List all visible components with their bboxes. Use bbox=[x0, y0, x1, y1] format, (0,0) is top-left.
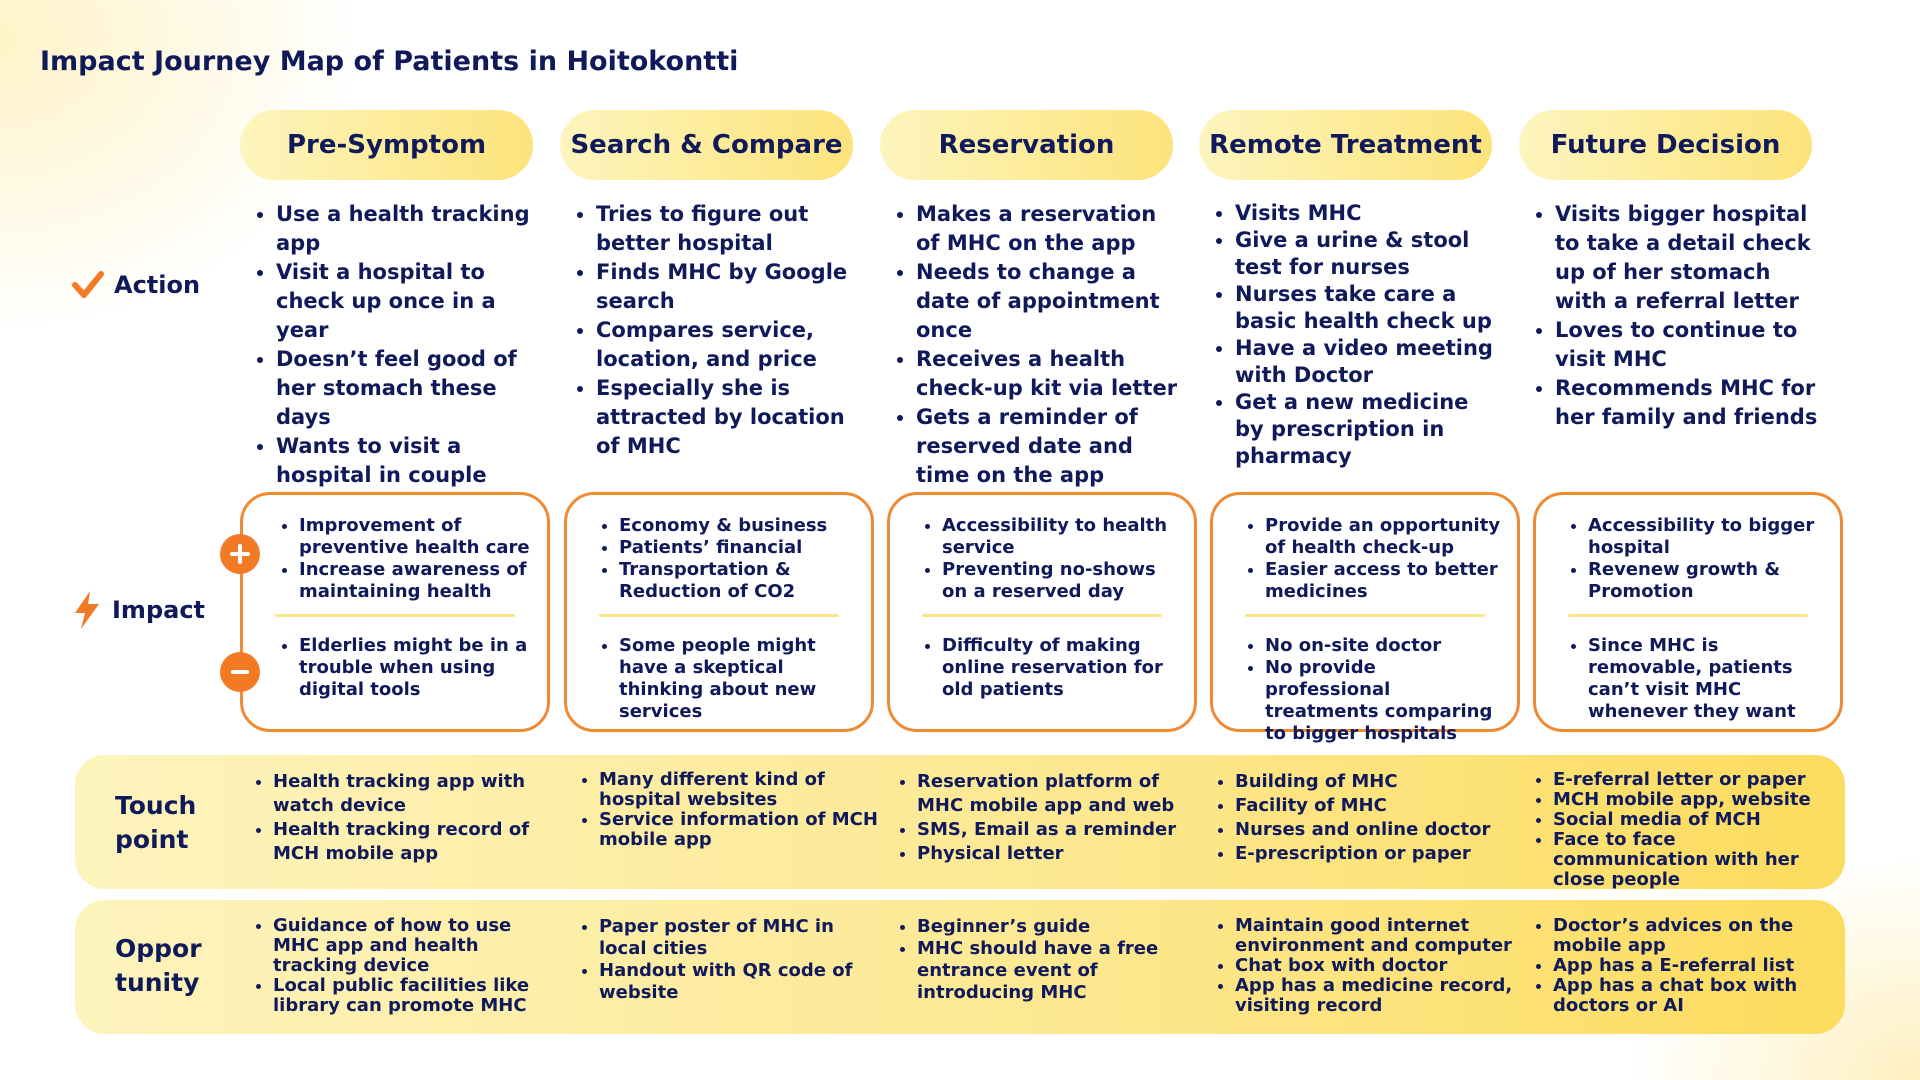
list-item: • Tries to figure out better hospital bbox=[596, 200, 860, 258]
list-item: • Wants to visit a hospital in couple bbox=[276, 432, 540, 519]
list-item: • Physical letter bbox=[917, 842, 1199, 866]
phase-header-remote-treatment: Remote Treatment bbox=[1199, 110, 1492, 180]
list-item: • Easier access to better medicines bbox=[1265, 559, 1503, 603]
list-item: • Improvement of preventive health care bbox=[299, 515, 533, 559]
list-item: • E-referral letter or paper bbox=[1553, 770, 1835, 790]
list-item: • Paper poster of MHC in local cities bbox=[599, 916, 881, 960]
plus-icon bbox=[220, 534, 260, 574]
divider bbox=[1245, 614, 1485, 617]
opportunity-list-search-compare bbox=[571, 916, 881, 1004]
action-list-pre-symptom bbox=[240, 200, 540, 519]
list-item: • Beginner’s guide bbox=[917, 916, 1199, 938]
row-label-touchpoint-line1: Touch bbox=[115, 791, 197, 820]
row-label-touchpoint bbox=[115, 789, 196, 857]
list-item: • Reservation platform of MHC mobile app and web bbox=[917, 770, 1199, 818]
list-item: • Since MHC is removable, patients can’t visit MHC whenever they want bbox=[1588, 635, 1826, 723]
list-item: • Health tracking record of MCH mobile app bbox=[273, 818, 555, 866]
list-item: • Loves to continue to visit MHC bbox=[1555, 316, 1819, 374]
opportunity-list-future-decision bbox=[1525, 916, 1835, 1016]
impact-negative-list bbox=[243, 635, 547, 701]
impact-negative-list bbox=[567, 635, 871, 723]
list-item: • Many different kind of hospital websites bbox=[599, 770, 881, 810]
list-item: • Recommends MHC for her family and friends bbox=[1555, 374, 1819, 432]
row-label-impact bbox=[72, 590, 205, 630]
page-title: Impact Journey Map of Patients in Hoitokontti bbox=[40, 46, 739, 77]
list-item: • App has a chat box with doctors or AI bbox=[1553, 976, 1835, 1016]
list-item: • Some people might have a skeptical thinking about new services bbox=[619, 635, 857, 723]
list-item: • Give a urine & stool test for nurses bbox=[1235, 227, 1499, 281]
touchpoint-list-pre-symptom bbox=[245, 770, 555, 866]
minus-icon bbox=[220, 652, 260, 692]
list-item: • Receives a health check-up kit via letter bbox=[916, 345, 1180, 403]
list-item: • App has a medicine record, visiting record bbox=[1235, 976, 1517, 1016]
list-item: • Facility of MHC bbox=[1235, 794, 1517, 818]
list-item: • E-prescription or paper bbox=[1235, 842, 1517, 866]
list-item: • Transportation & Reduction of CO2 bbox=[619, 559, 857, 603]
list-item: • Needs to change a date of appointment once bbox=[916, 258, 1180, 345]
touchpoint-list-remote-treatment bbox=[1207, 770, 1517, 866]
row-label-impact-text: Impact bbox=[112, 596, 206, 624]
list-item: • No provide professional treatments comparing to bigger hospitals bbox=[1265, 657, 1503, 745]
list-item: • Gets a reminder of reserved date and time on the app bbox=[916, 403, 1180, 490]
action-list-remote-treatment bbox=[1199, 200, 1499, 470]
impact-positive-list bbox=[1213, 515, 1517, 603]
list-item: • Provide an opportunity of health check-up bbox=[1265, 515, 1503, 559]
list-item: • Use a health tracking app bbox=[276, 200, 540, 258]
list-item: • Revenew growth & Promotion bbox=[1588, 559, 1826, 603]
list-item: • Increase awareness of maintaining health bbox=[299, 559, 533, 603]
list-item: • Visit a hospital to check up once in a year bbox=[276, 258, 540, 345]
list-item: • Preventing no-shows on a reserved day bbox=[942, 559, 1180, 603]
impact-card-pre-symptom bbox=[240, 492, 550, 732]
impact-positive-list bbox=[243, 515, 547, 603]
list-item: • MHC should have a free entrance event of introducing MHC bbox=[917, 938, 1199, 1004]
list-item: • Handout with QR code of website bbox=[599, 960, 881, 1004]
row-label-opportunity-line1: Oppor bbox=[115, 934, 202, 963]
list-item: • Visits bigger hospital to take a detail check up of her stomach with a referral letter bbox=[1555, 200, 1819, 316]
list-item: • App has a E-referral list bbox=[1553, 956, 1835, 976]
list-item: • Nurses take care a basic health check up bbox=[1235, 281, 1499, 335]
list-item: • Maintain good internet environment and computer bbox=[1235, 916, 1517, 956]
list-item: • Difficulty of making online reservation for old patients bbox=[942, 635, 1180, 701]
divider bbox=[275, 614, 515, 617]
divider bbox=[599, 614, 839, 617]
impact-negative-list bbox=[1536, 635, 1840, 723]
list-item: • Accessibility to health service bbox=[942, 515, 1180, 559]
touchpoint-band bbox=[75, 755, 1845, 889]
list-item: • Visits MHC bbox=[1235, 200, 1499, 227]
list-item: • Elderlies might be in a trouble when using digital tools bbox=[299, 635, 533, 701]
impact-card-future-decision bbox=[1533, 492, 1843, 732]
phase-header-reservation: Reservation bbox=[880, 110, 1173, 180]
opportunity-list-remote-treatment bbox=[1207, 916, 1517, 1016]
checkmark-icon bbox=[72, 270, 104, 300]
action-list-search-compare bbox=[560, 200, 860, 461]
list-item: • Building of MHC bbox=[1235, 770, 1517, 794]
list-item: • No on-site doctor bbox=[1265, 635, 1503, 657]
list-item: • Face to face communication with her close people bbox=[1553, 830, 1835, 890]
list-item: • Doesn’t feel good of her stomach these days bbox=[276, 345, 540, 432]
list-item: • Local public facilities like library can promote MHC bbox=[273, 976, 555, 1016]
row-label-opportunity bbox=[115, 932, 202, 1000]
opportunity-list-pre-symptom bbox=[245, 916, 555, 1016]
list-item: • Nurses and online doctor bbox=[1235, 818, 1517, 842]
touchpoint-list-future-decision bbox=[1525, 770, 1835, 890]
list-item: • Have a video meeting with Doctor bbox=[1235, 335, 1499, 389]
list-item: • Makes a reservation of MHC on the app bbox=[916, 200, 1180, 258]
list-item: • Service information of MCH mobile app bbox=[599, 810, 881, 850]
impact-card-reservation bbox=[887, 492, 1197, 732]
phase-header-pre-symptom: Pre-Symptom bbox=[240, 110, 533, 180]
list-item: • Social media of MCH bbox=[1553, 810, 1835, 830]
opportunity-list-reservation bbox=[889, 916, 1199, 1004]
impact-negative-list bbox=[890, 635, 1194, 701]
row-label-opportunity-line2: tunity bbox=[115, 968, 200, 997]
list-item: • Get a new medicine by prescription in pharmacy bbox=[1235, 389, 1499, 470]
list-item: • Compares service, location, and price bbox=[596, 316, 860, 374]
lightning-icon bbox=[72, 590, 102, 630]
list-item: • Especially she is attracted by location of MHC bbox=[596, 374, 860, 461]
phase-header-future-decision: Future Decision bbox=[1519, 110, 1812, 180]
action-list-future-decision bbox=[1519, 200, 1819, 432]
row-label-action bbox=[72, 270, 200, 300]
list-item: • SMS, Email as a reminder bbox=[917, 818, 1199, 842]
list-item: • Patients’ financial bbox=[619, 537, 857, 559]
action-list-reservation bbox=[880, 200, 1180, 490]
impact-negative-list bbox=[1213, 635, 1517, 745]
list-item: • MCH mobile app, website bbox=[1553, 790, 1835, 810]
list-item: • Accessibility to bigger hospital bbox=[1588, 515, 1826, 559]
list-item: • Doctor’s advices on the mobile app bbox=[1553, 916, 1835, 956]
list-item: • Finds MHC by Google search bbox=[596, 258, 860, 316]
list-item: • Economy & business bbox=[619, 515, 857, 537]
row-label-touchpoint-line2: point bbox=[115, 825, 189, 854]
impact-positive-list bbox=[890, 515, 1194, 603]
list-item: • Guidance of how to use MHC app and health tracking device bbox=[273, 916, 555, 976]
touchpoint-list-reservation bbox=[889, 770, 1199, 866]
impact-positive-list bbox=[1536, 515, 1840, 603]
list-item: • Health tracking app with watch device bbox=[273, 770, 555, 818]
row-label-action-text: Action bbox=[114, 271, 201, 299]
opportunity-band bbox=[75, 900, 1845, 1034]
impact-card-search-compare bbox=[564, 492, 874, 732]
divider bbox=[1568, 614, 1808, 617]
list-item: • Chat box with doctor bbox=[1235, 956, 1517, 976]
impact-positive-list bbox=[567, 515, 871, 603]
touchpoint-list-search-compare bbox=[571, 770, 881, 850]
divider bbox=[922, 614, 1162, 617]
impact-card-remote-treatment bbox=[1210, 492, 1520, 744]
phase-header-search-compare: Search & Compare bbox=[560, 110, 853, 180]
